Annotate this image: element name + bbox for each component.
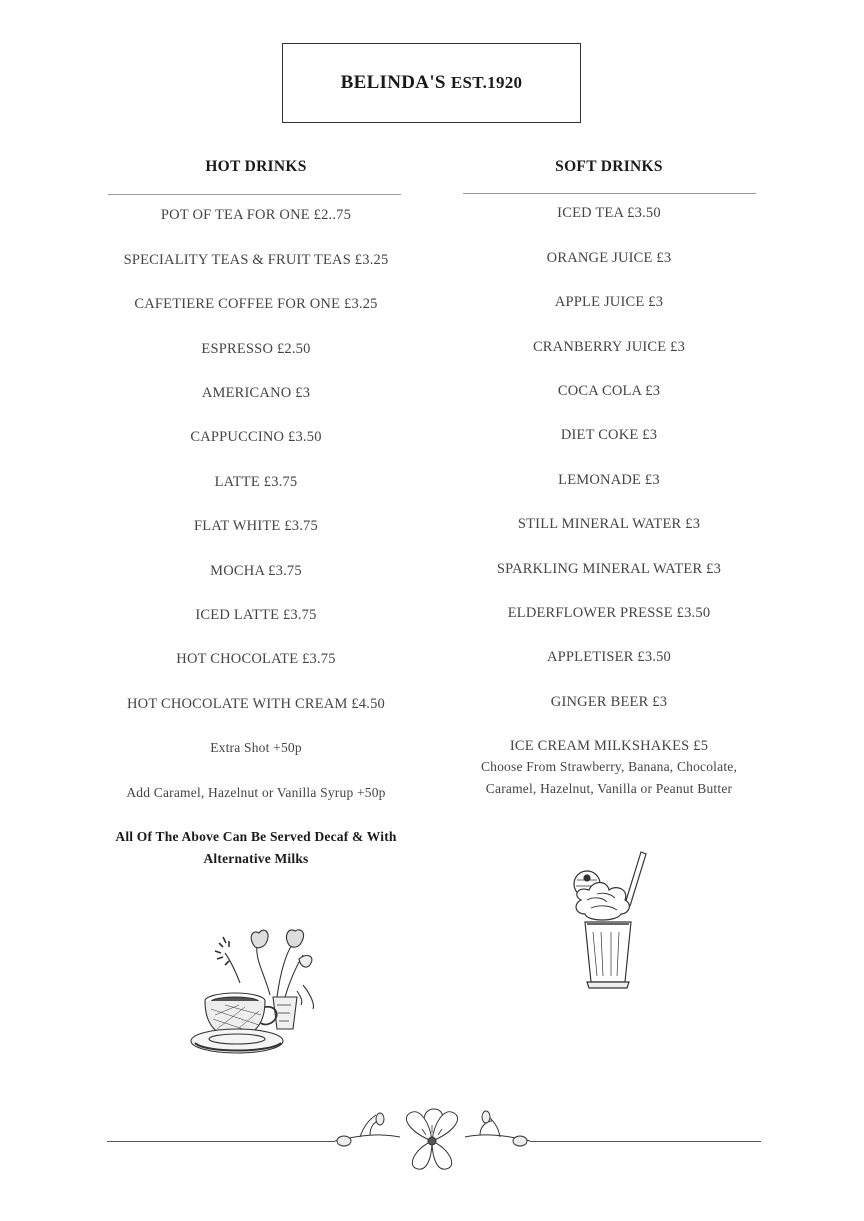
menu-item: CRANBERRY JUICE £3 <box>532 339 686 355</box>
teacup-illustration-icon <box>185 925 325 1063</box>
menu-item: ELDERFLOWER PRESSE £3.50 <box>507 605 711 621</box>
menu-item: LEMONADE £3 <box>558 472 660 488</box>
menu-item: ORANGE JUICE £3 <box>546 250 672 266</box>
milkshake-flavours: Choose From Strawberry, Banana, Chocolate, <box>480 759 738 774</box>
menu-item: GINGER BEER £3 <box>550 694 668 710</box>
menu-item: CAFETIERE COFFEE FOR ONE £3.25 <box>134 296 378 312</box>
menu-item: SPARKLING MINERAL WATER £3 <box>496 561 722 577</box>
brand-logo <box>341 72 523 94</box>
bottom-rule-left <box>107 1141 335 1142</box>
brand-name: BELINDA'S <box>340 72 446 93</box>
menu-item: LATTE £3.75 <box>214 474 298 490</box>
milkshake-flavours: Caramel, Hazelnut, Vanilla or Peanut Butter <box>485 781 733 796</box>
menu-item: HOT CHOCOLATE £3.75 <box>176 651 336 667</box>
menu-item: ESPRESSO £2.50 <box>201 341 311 357</box>
milkshake-illustration-icon <box>567 850 649 990</box>
brand-established: EST.1920 <box>450 73 523 92</box>
decaf-note <box>97 826 415 870</box>
menu-item: MOCHA £3.75 <box>210 563 302 579</box>
menu-item: SPECIALITY TEAS & FRUIT TEAS £3.25 <box>123 252 389 268</box>
menu-item: APPLE JUICE £3 <box>554 294 664 310</box>
menu-item: APPLETISER £3.50 <box>546 649 672 665</box>
menu-item: POT OF TEA FOR ONE £2..75 <box>160 207 352 223</box>
menu-item: ICED TEA £3.50 <box>557 205 661 221</box>
menu-item: STILL MINERAL WATER £3 <box>517 516 701 532</box>
floral-divider-icon <box>330 1105 535 1177</box>
decaf-note-line: All Of The Above Can Be Served Decaf & With <box>115 829 397 844</box>
menu-item: DIET COKE £3 <box>560 427 658 443</box>
menu-item: AMERICANO £3 <box>201 385 311 401</box>
menu-item: FLAT WHITE £3.75 <box>194 518 318 534</box>
menu-extra: Add Caramel, Hazelnut or Vanilla Syrup +50p <box>126 785 386 800</box>
menu-item: CAPPUCCINO £3.50 <box>190 429 322 445</box>
hot-drinks-divider <box>108 194 401 195</box>
hot-drinks-title: HOT DRINKS <box>205 158 307 175</box>
decaf-note-line: Alternative Milks <box>203 851 309 866</box>
menu-item: COCA COLA £3 <box>557 383 661 399</box>
menu-item: HOT CHOCOLATE WITH CREAM £4.50 <box>126 696 385 712</box>
milkshake-item <box>452 736 766 800</box>
soft-drinks-title: SOFT DRINKS <box>555 158 663 175</box>
bottom-rule-right <box>530 1141 761 1142</box>
brand-header <box>282 43 581 123</box>
milkshake-title: ICE CREAM MILKSHAKES £5 <box>509 738 709 754</box>
menu-extra: Extra Shot +50p <box>210 740 302 755</box>
soft-drinks-divider <box>463 193 756 194</box>
menu-item: ICED LATTE £3.75 <box>195 607 317 623</box>
